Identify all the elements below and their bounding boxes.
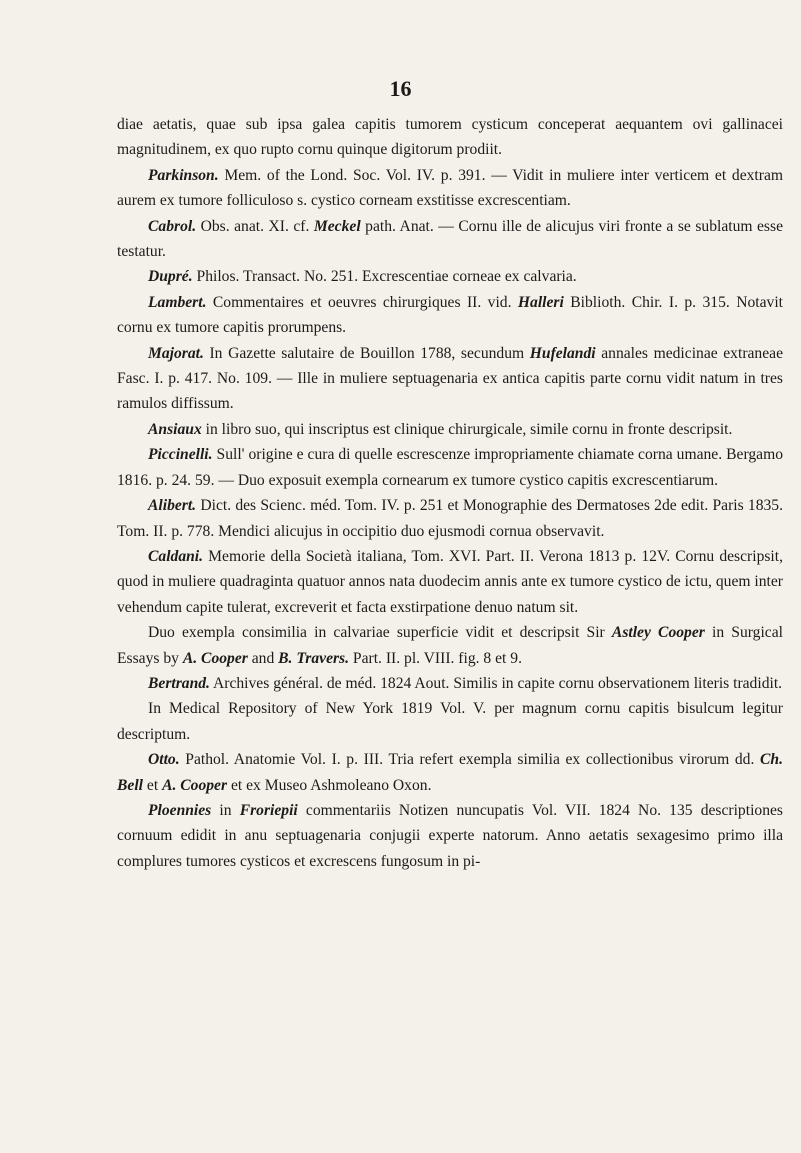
text-run: Memorie della Società italiana, Tom. XVI. Part. II. Verona 1813 p. 12V. Cornu descripsit, quod in muliere quadraginta quatuor annos nata duodecim annis ante ex tumore cystico de ictu, quem inter vehendum capite tulerat, excreverit et facta exstirpatione denuo natum sit. (117, 547, 783, 616)
text-run: Mem. of the Lond. Soc. Vol. IV. p. 391. — Vidit in muliere inter verticem et dextram aurem ex tumore folliculoso s. cystico corneam exstitisse excrescentiam. (117, 166, 783, 210)
text-run: et (143, 776, 163, 794)
paragraph (117, 747, 783, 798)
author-name: Cabrol. (148, 217, 197, 235)
author-name: Piccinelli. (148, 446, 213, 464)
page-number: 16 (389, 76, 412, 101)
paragraph (117, 341, 783, 417)
text-run: in libro suo, qui inscriptus est clinique chirurgicale, simile cornu in fronte descripsit. (201, 420, 733, 438)
text-run: et ex Museo Ashmoleano Oxon. (227, 776, 432, 794)
text-run: In Medical Repository of New York 1819 Vol. V. per magnum cornu capitis bisulcum legitur descriptum. (117, 700, 783, 743)
text-run: and (247, 649, 279, 667)
text-run: Biblioth. Chir. I. p. 315. Notavit cornu ex tumore capitis prorumpens. (117, 293, 783, 337)
text-run: in Surgical Essays by (117, 624, 783, 667)
author-name: Caldani. (148, 547, 204, 565)
text-run: Part. II. pl. VIII. fig. 8 et 9. (349, 649, 522, 667)
author-name: Majorat. (148, 344, 204, 362)
text-run: In Gazette salutaire de Bouillon 1788, secundum (203, 344, 530, 362)
paragraph (117, 544, 783, 620)
text-run: in (211, 801, 240, 819)
paragraph (117, 493, 783, 544)
text-run: Philos. Transact. No. 251. Excrescentiae corneae ex calvaria. (192, 268, 577, 286)
author-name: Hufelandi (529, 344, 596, 362)
author-name: Astley Cooper (611, 624, 705, 642)
paragraph (117, 214, 783, 265)
author-name: B. Travers. (278, 649, 350, 667)
text-run: Duo exempla consimilia in calvariae superficie vidit et descripsit Sir (148, 624, 612, 642)
text-run: commentariis Notizen nuncupatis Vol. VII. 1824 No. 135 descriptiones cornuum edidit in anu septuagenaria conjugii experte natorum. Anno aetatis sexagesimo primo illa complures tumores cysticos et excrescens fungosum in pi- (117, 801, 783, 870)
author-name: A. Cooper (162, 776, 228, 794)
author-name: Lambert. (148, 293, 207, 311)
paragraph (117, 620, 783, 671)
author-name: Otto. (148, 751, 180, 769)
paragraph (117, 671, 783, 696)
paragraph (117, 442, 783, 493)
author-name: Parkinson. (148, 166, 219, 184)
author-name: A. Cooper (182, 649, 248, 667)
text-run: diae aetatis, quae sub ipsa galea capitis tumorem cysticum conceperat aequantem ovi gallinacei magnitudinem, ex quo rupto cornu quinque digitorum prodiit. (117, 116, 783, 159)
paragraph (117, 112, 783, 163)
paragraph (117, 264, 783, 289)
text-run: Pathol. Anatomie Vol. I. p. III. Tria refert exempla similia ex collectionibus virorum dd. (179, 751, 761, 769)
paragraph (117, 696, 783, 747)
author-name: Dupré. (148, 268, 193, 286)
text-run: path. Anat. — Cornu ille de alicujus viri fronte a se sublatum esse testatur. (117, 217, 783, 261)
text-run: Dict. des Scienc. méd. Tom. IV. p. 251 et Monographie des Dermatoses 2de edit. Paris 1835. Tom. II. p. 778. Mendici alicujus in occipitio duo ejusmodi cornua observavit. (117, 497, 783, 540)
author-name: Ansiaux (148, 420, 202, 438)
text-run: Sull' origine e cura di quelle escrescenze impropriamente chiamate corna umane. Bergamo 1816. p. 24. 59. — Duo exposuit exempla cornearum ex tumore cystico capitis excrescentiarum. (117, 446, 783, 489)
paragraph (117, 290, 783, 341)
text-run: Obs. anat. XI. cf. (196, 217, 314, 235)
author-name: Halleri (517, 293, 564, 311)
author-name: Ch. Bell (117, 751, 783, 794)
text-body (117, 112, 783, 874)
author-name: Bertrand. (148, 674, 210, 692)
text-run: annales medicinae extraneae Fasc. I. p. 417. No. 109. — Ille in muliere septuagenaria ex antica capitis parte cornu vidit natum in tres ramulos diffissum. (117, 344, 783, 413)
author-name: Meckel (313, 217, 361, 235)
paragraph (117, 163, 783, 214)
author-name: Froriepii (239, 801, 298, 819)
paragraph (117, 417, 783, 442)
paragraph (117, 798, 783, 874)
author-name: Ploennies (148, 801, 212, 819)
text-run: Commentaires et oeuvres chirurgiques II. vid. (206, 293, 518, 311)
text-run: Archives général. de méd. 1824 Aout. Similis in capite cornu observationem literis tradidit. (209, 674, 783, 692)
author-name: Alibert. (148, 497, 197, 515)
